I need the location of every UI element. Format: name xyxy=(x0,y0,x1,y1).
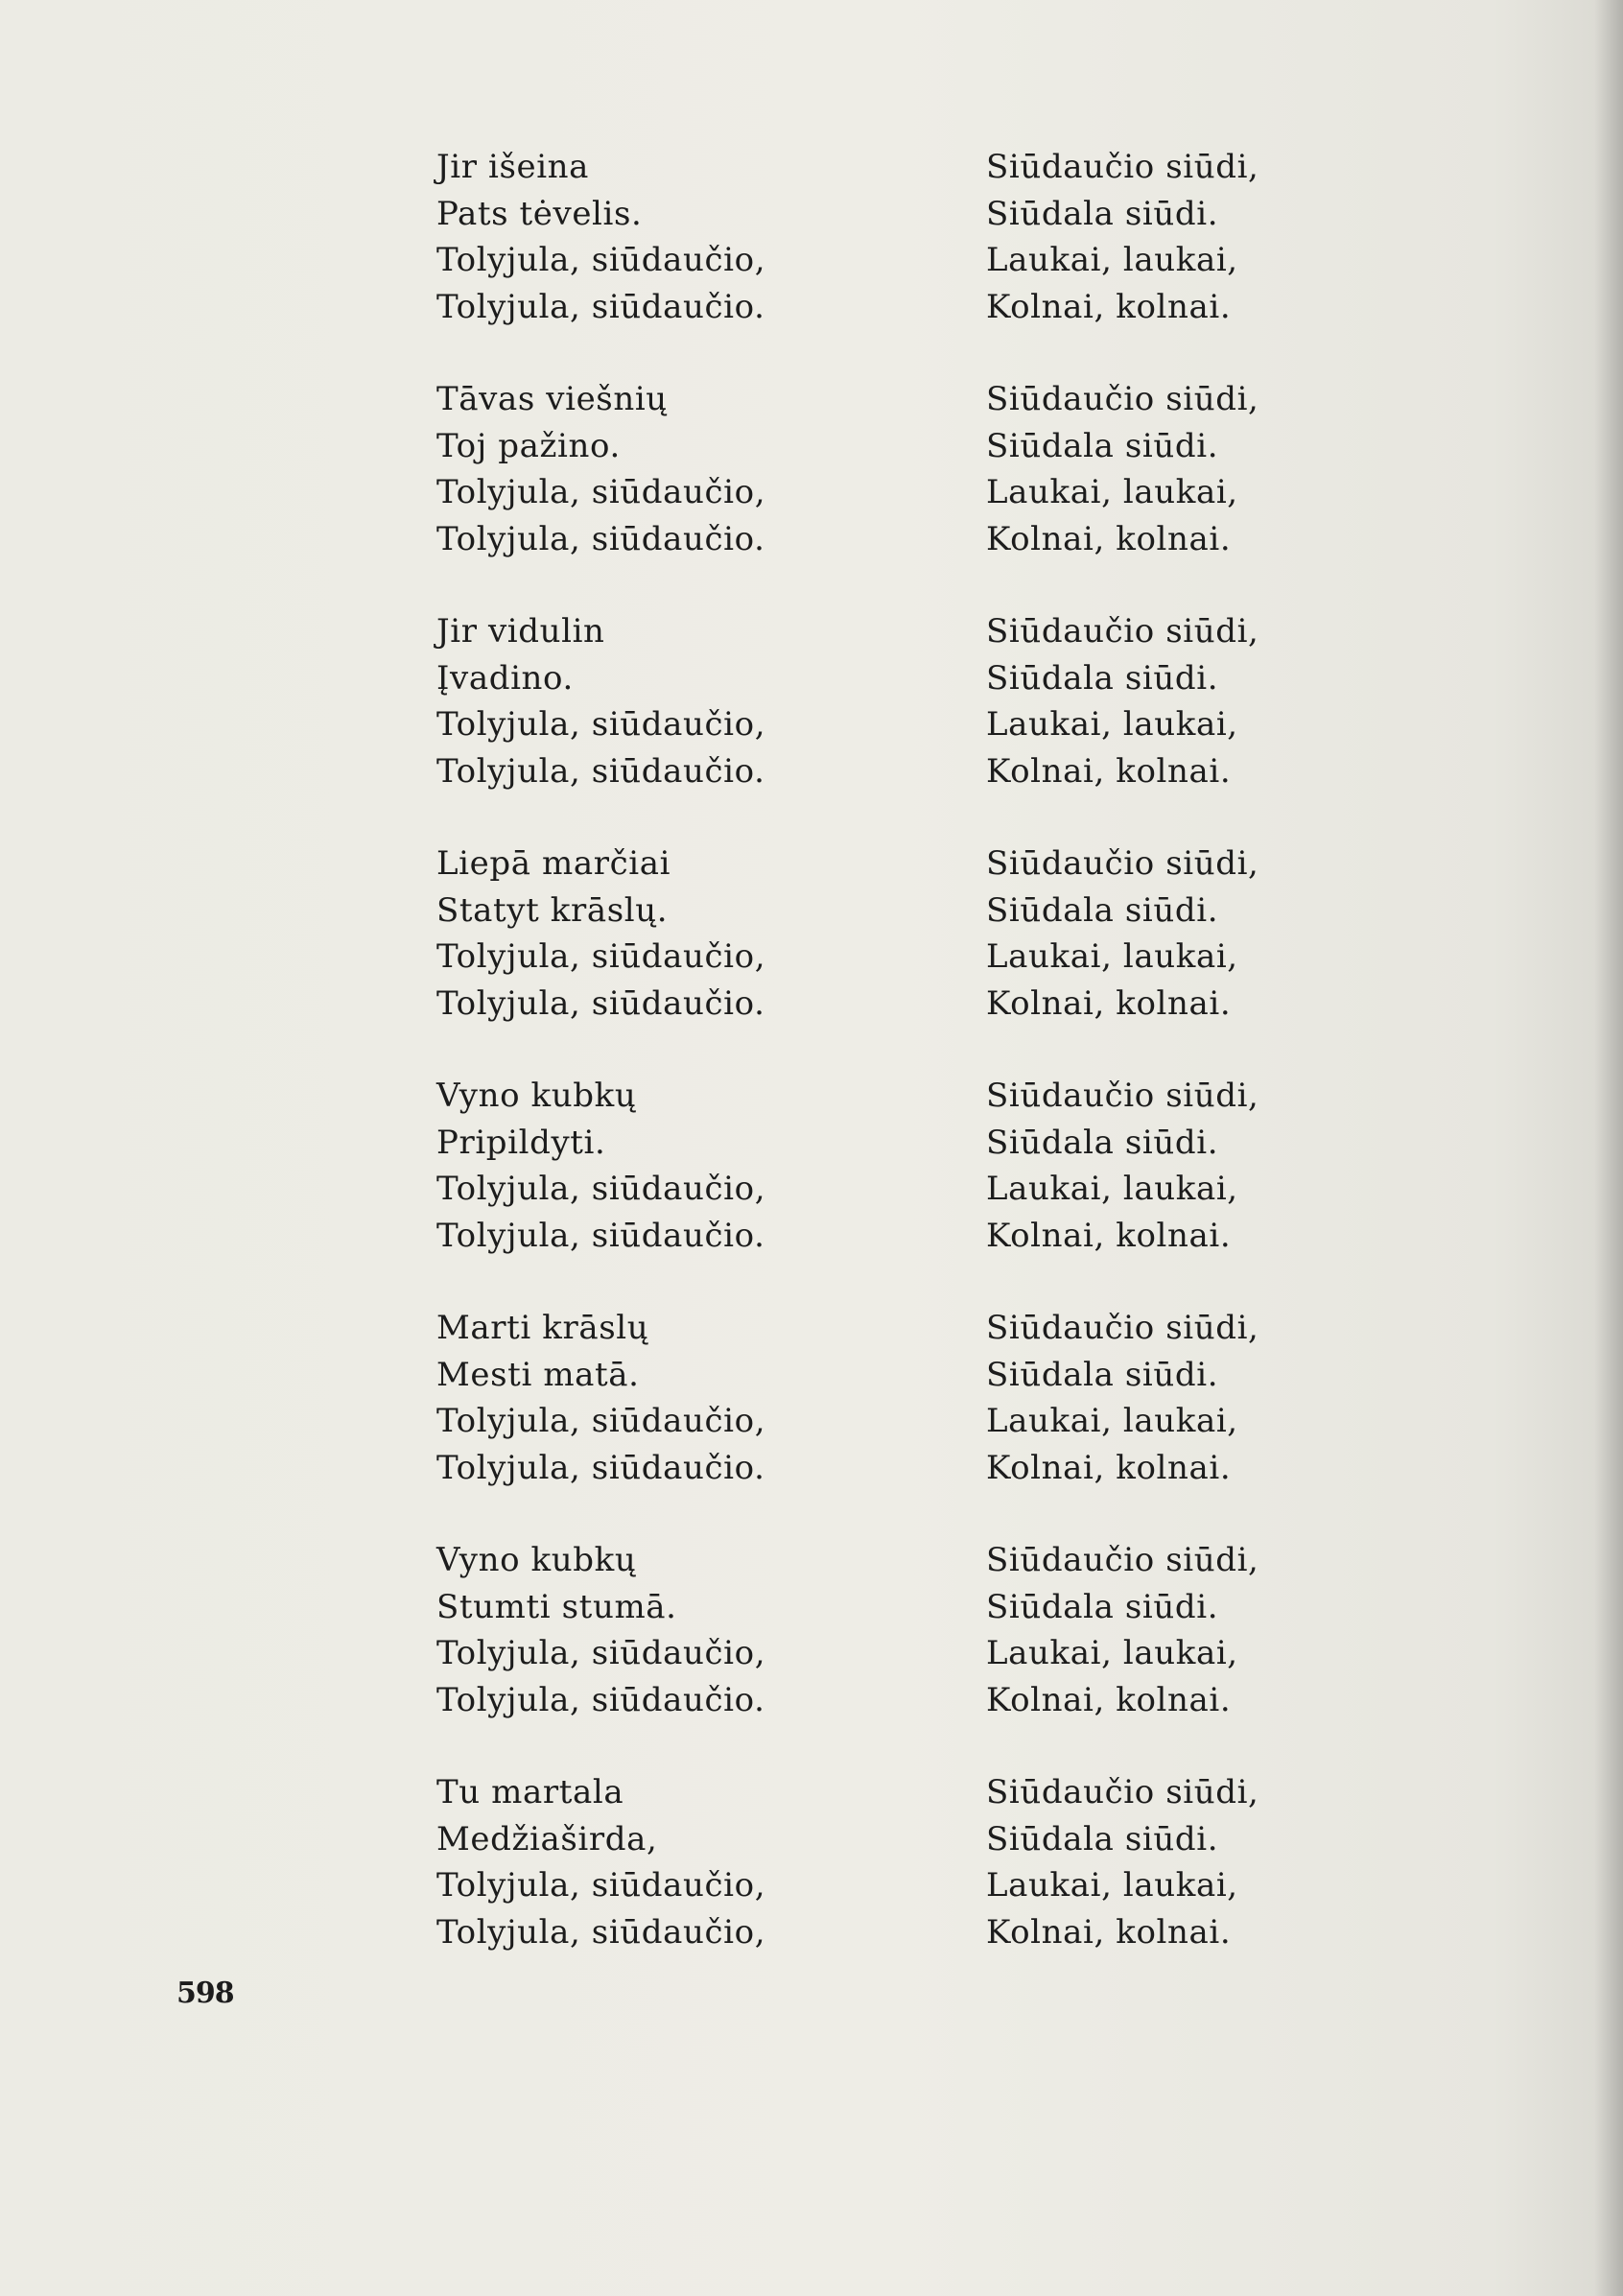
refrain-line: Siūdala siūdi. xyxy=(986,890,1219,930)
refrain-line: Siūdala siūdi. xyxy=(986,1123,1219,1162)
verse-line: Tolyjula, siūdaučio. xyxy=(436,287,765,326)
left-stanza xyxy=(436,608,765,840)
refrain-line: Laukai, laukai, xyxy=(986,705,1238,744)
verse-line: Vyno kubkų xyxy=(436,1541,637,1579)
right-stanza xyxy=(986,1305,1258,1537)
verse-line: Tolyjula, siūdaučio. xyxy=(436,983,765,1023)
right-stanza xyxy=(986,1537,1258,1769)
refrain-line: Kolnai, kolnai. xyxy=(986,983,1232,1023)
refrain-line: Laukai, laukai, xyxy=(986,473,1238,511)
verse-line: Mesti matā. xyxy=(436,1355,640,1394)
verse-line: Tolyjula, siūdaučio, xyxy=(436,1634,766,1672)
refrain-line: Laukai, laukai, xyxy=(986,1402,1238,1440)
refrain-line: Siūdaučio siūdi, xyxy=(986,380,1259,418)
right-stanza xyxy=(986,1073,1258,1305)
page-edge-shadow xyxy=(1594,0,1623,2296)
refrain-line: Siūdala siūdi. xyxy=(986,194,1219,233)
verse-line: Tolyjula, siūdaučio. xyxy=(436,1448,765,1487)
refrain-line: Kolnai, kolnai. xyxy=(986,1912,1232,1952)
refrain-line: Siūdaučio siūdi, xyxy=(986,1077,1259,1115)
verse-line: Tolyjula, siūdaučio. xyxy=(436,1680,765,1719)
refrain-line: Laukai, laukai, xyxy=(986,937,1238,976)
right-verse-column xyxy=(986,144,1258,2001)
refrain-line: Laukai, laukai, xyxy=(986,1170,1238,1208)
verse-line: Tolyjula, siūdaučio, xyxy=(436,1170,766,1208)
verse-line: Tāvas viešnių xyxy=(436,380,668,418)
left-stanza xyxy=(436,1305,765,1537)
verse-line: Marti krāslų xyxy=(436,1309,649,1347)
refrain-line: Siūdaučio siūdi, xyxy=(986,1309,1259,1347)
verse-line: Toj pažino. xyxy=(436,426,621,465)
right-stanza xyxy=(986,1769,1258,2001)
refrain-line: Laukai, laukai, xyxy=(986,1866,1238,1905)
left-stanza xyxy=(436,1073,765,1305)
verse-line: Tolyjula, siūdaučio, xyxy=(436,937,766,976)
refrain-line: Laukai, laukai, xyxy=(986,241,1238,279)
verse-line: Tolyjula, siūdaučio, xyxy=(436,705,766,744)
refrain-line: Siūdaučio siūdi, xyxy=(986,844,1259,883)
verse-line: Įvadino. xyxy=(436,658,574,698)
left-stanza xyxy=(436,376,765,608)
verse-line: Jir išeina xyxy=(436,148,590,186)
verse-line: Medžiaširda, xyxy=(436,1819,658,1858)
refrain-line: Siūdaučio siūdi, xyxy=(986,612,1259,651)
page-number: 598 xyxy=(176,1976,234,2010)
verse-line: Vyno kubkų xyxy=(436,1077,637,1115)
verse-line: Tolyjula, siūdaučio, xyxy=(436,473,766,511)
verse-line: Liepā marčiai xyxy=(436,844,671,883)
verse-line: Tolyjula, siūdaučio, xyxy=(436,1866,766,1905)
verse-line: Pats tėvelis. xyxy=(436,194,643,233)
refrain-line: Siūdala siūdi. xyxy=(986,1819,1219,1858)
left-stanza xyxy=(436,1537,765,1769)
verse-line: Tolyjula, siūdaučio, xyxy=(436,1912,766,1952)
verse-line: Stumti stumā. xyxy=(436,1587,677,1626)
refrain-line: Kolnai, kolnai. xyxy=(986,751,1232,791)
refrain-line: Siūdaučio siūdi, xyxy=(986,1541,1259,1579)
left-stanza xyxy=(436,840,765,1073)
refrain-line: Kolnai, kolnai. xyxy=(986,1216,1232,1255)
refrain-line: Siūdaučio siūdi, xyxy=(986,1773,1259,1811)
verse-line: Tu martala xyxy=(436,1773,624,1811)
left-stanza xyxy=(436,1769,765,2001)
refrain-line: Siūdaučio siūdi, xyxy=(986,148,1259,186)
refrain-line: Siūdala siūdi. xyxy=(986,1355,1219,1394)
refrain-line: Kolnai, kolnai. xyxy=(986,1448,1232,1487)
refrain-line: Kolnai, kolnai. xyxy=(986,1680,1232,1719)
verse-line: Tolyjula, siūdaučio. xyxy=(436,751,765,791)
refrain-line: Siūdala siūdi. xyxy=(986,1587,1219,1626)
verse-line: Tolyjula, siūdaučio. xyxy=(436,1216,765,1255)
right-stanza xyxy=(986,144,1258,376)
refrain-line: Siūdala siūdi. xyxy=(986,658,1219,698)
verse-line: Jir vidulin xyxy=(436,612,605,651)
refrain-line: Laukai, laukai, xyxy=(986,1634,1238,1672)
refrain-line: Kolnai, kolnai. xyxy=(986,287,1232,326)
left-stanza xyxy=(436,144,765,376)
refrain-line: Kolnai, kolnai. xyxy=(986,519,1232,558)
verse-line: Pripildyti. xyxy=(436,1123,606,1162)
verse-line: Tolyjula, siūdaučio. xyxy=(436,519,765,558)
verse-line: Tolyjula, siūdaučio, xyxy=(436,241,766,279)
right-stanza xyxy=(986,608,1258,840)
refrain-line: Siūdala siūdi. xyxy=(986,426,1219,465)
verse-line: Statyt krāslų. xyxy=(436,890,669,930)
right-stanza xyxy=(986,376,1258,608)
verse-line: Tolyjula, siūdaučio, xyxy=(436,1402,766,1440)
right-stanza xyxy=(986,840,1258,1073)
left-verse-column xyxy=(436,144,765,2001)
